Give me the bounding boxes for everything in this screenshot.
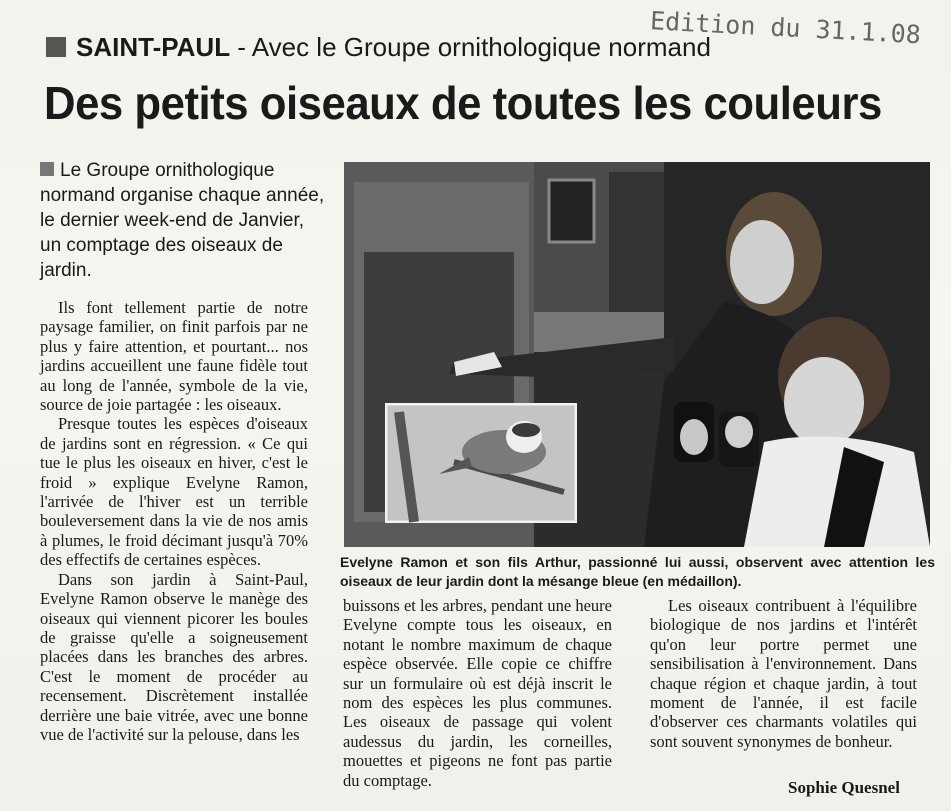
body-column-1 xyxy=(40,298,308,744)
paragraph: Dans son jardin à Saint-Paul, Evelyne Ramon observe le manège des oiseaux qui viennent picorer les boules de graisse qu'elle a soigneusement placées dans les branches des arbres. C'est le moment de procéder au recensement. Discrètement installée derrière une baie vitrée, avec une bonne vue de l'activité sur la pelouse, dans les xyxy=(40,569,308,744)
paragraph: Presque toutes les espèces d'oiseaux de jardins sont en régression. « Ce qui tue le plus les oiseaux en hiver, c'est le froid » explique Evelyne Ramon, l'arrivée de l'hiver est un terrible bouleversement dans la vie de nos amis à plumes, le froid décimant jusqu'à 70% des effectifs de certaines espèces. xyxy=(40,414,308,570)
headline: Des petits oiseaux de toutes les couleurs xyxy=(44,77,882,129)
square-bullet-icon xyxy=(40,162,54,176)
kicker-text: - Avec le Groupe ornithologique normand xyxy=(230,32,711,62)
article-photo xyxy=(344,162,930,547)
body-column-3 xyxy=(650,596,917,751)
body-column-2 xyxy=(343,596,612,790)
paragraph: buissons et les arbres, pendant une heure Evelyne compte tous les oiseaux, en notant le nombre maximum de chaque espèce observée. Elle copie ce chiffre sur un formulaire où est déjà inscrit le nom des espèces les plus communes. Les oiseaux de passage qui volent audessus du jardin, les corneilles, mouettes et pigeons ne font pas partie du comptage. xyxy=(343,596,612,790)
photo-illustration xyxy=(344,162,930,547)
author-byline: Sophie Quesnel xyxy=(788,778,900,797)
paragraph: Les oiseaux contribuent à l'équilibre biologique de nos jardins et l'intérêt qu'on leur portre permet une sensibilisation à l'environnement. Dans chaque région et chaque jardin, à tout moment de l'année, il est facile d'observer ces charmants volatiles qui sont souvent synonymes de bonheur. xyxy=(650,596,917,751)
kicker xyxy=(46,32,846,63)
handwritten-date-annotation: Edition du 31.1.08 xyxy=(649,6,922,50)
photo-caption: Evelyne Ramon et son fils Arthur, passionné lui aussi, observent avec attention les oiseaux de leur jardin dont la mésange bleue (en médaillon). xyxy=(340,554,935,589)
square-bullet-icon xyxy=(46,37,66,57)
lede-text: Le Groupe ornithologique normand organise chaque année, le dernier week-end de Janvier, un comptage des oiseaux de jardin. xyxy=(40,160,325,281)
paragraph: Ils font tellement partie de notre paysage familier, on finit parfois par ne plus y faire attention, et pourtant... nos jardins accueillent une faune fidèle tout au long de l'année, symbole de la vie, source de joie partagée : les oiseaux. xyxy=(40,298,308,415)
lede-paragraph xyxy=(40,158,325,283)
kicker-place: SAINT-PAUL xyxy=(76,32,231,62)
